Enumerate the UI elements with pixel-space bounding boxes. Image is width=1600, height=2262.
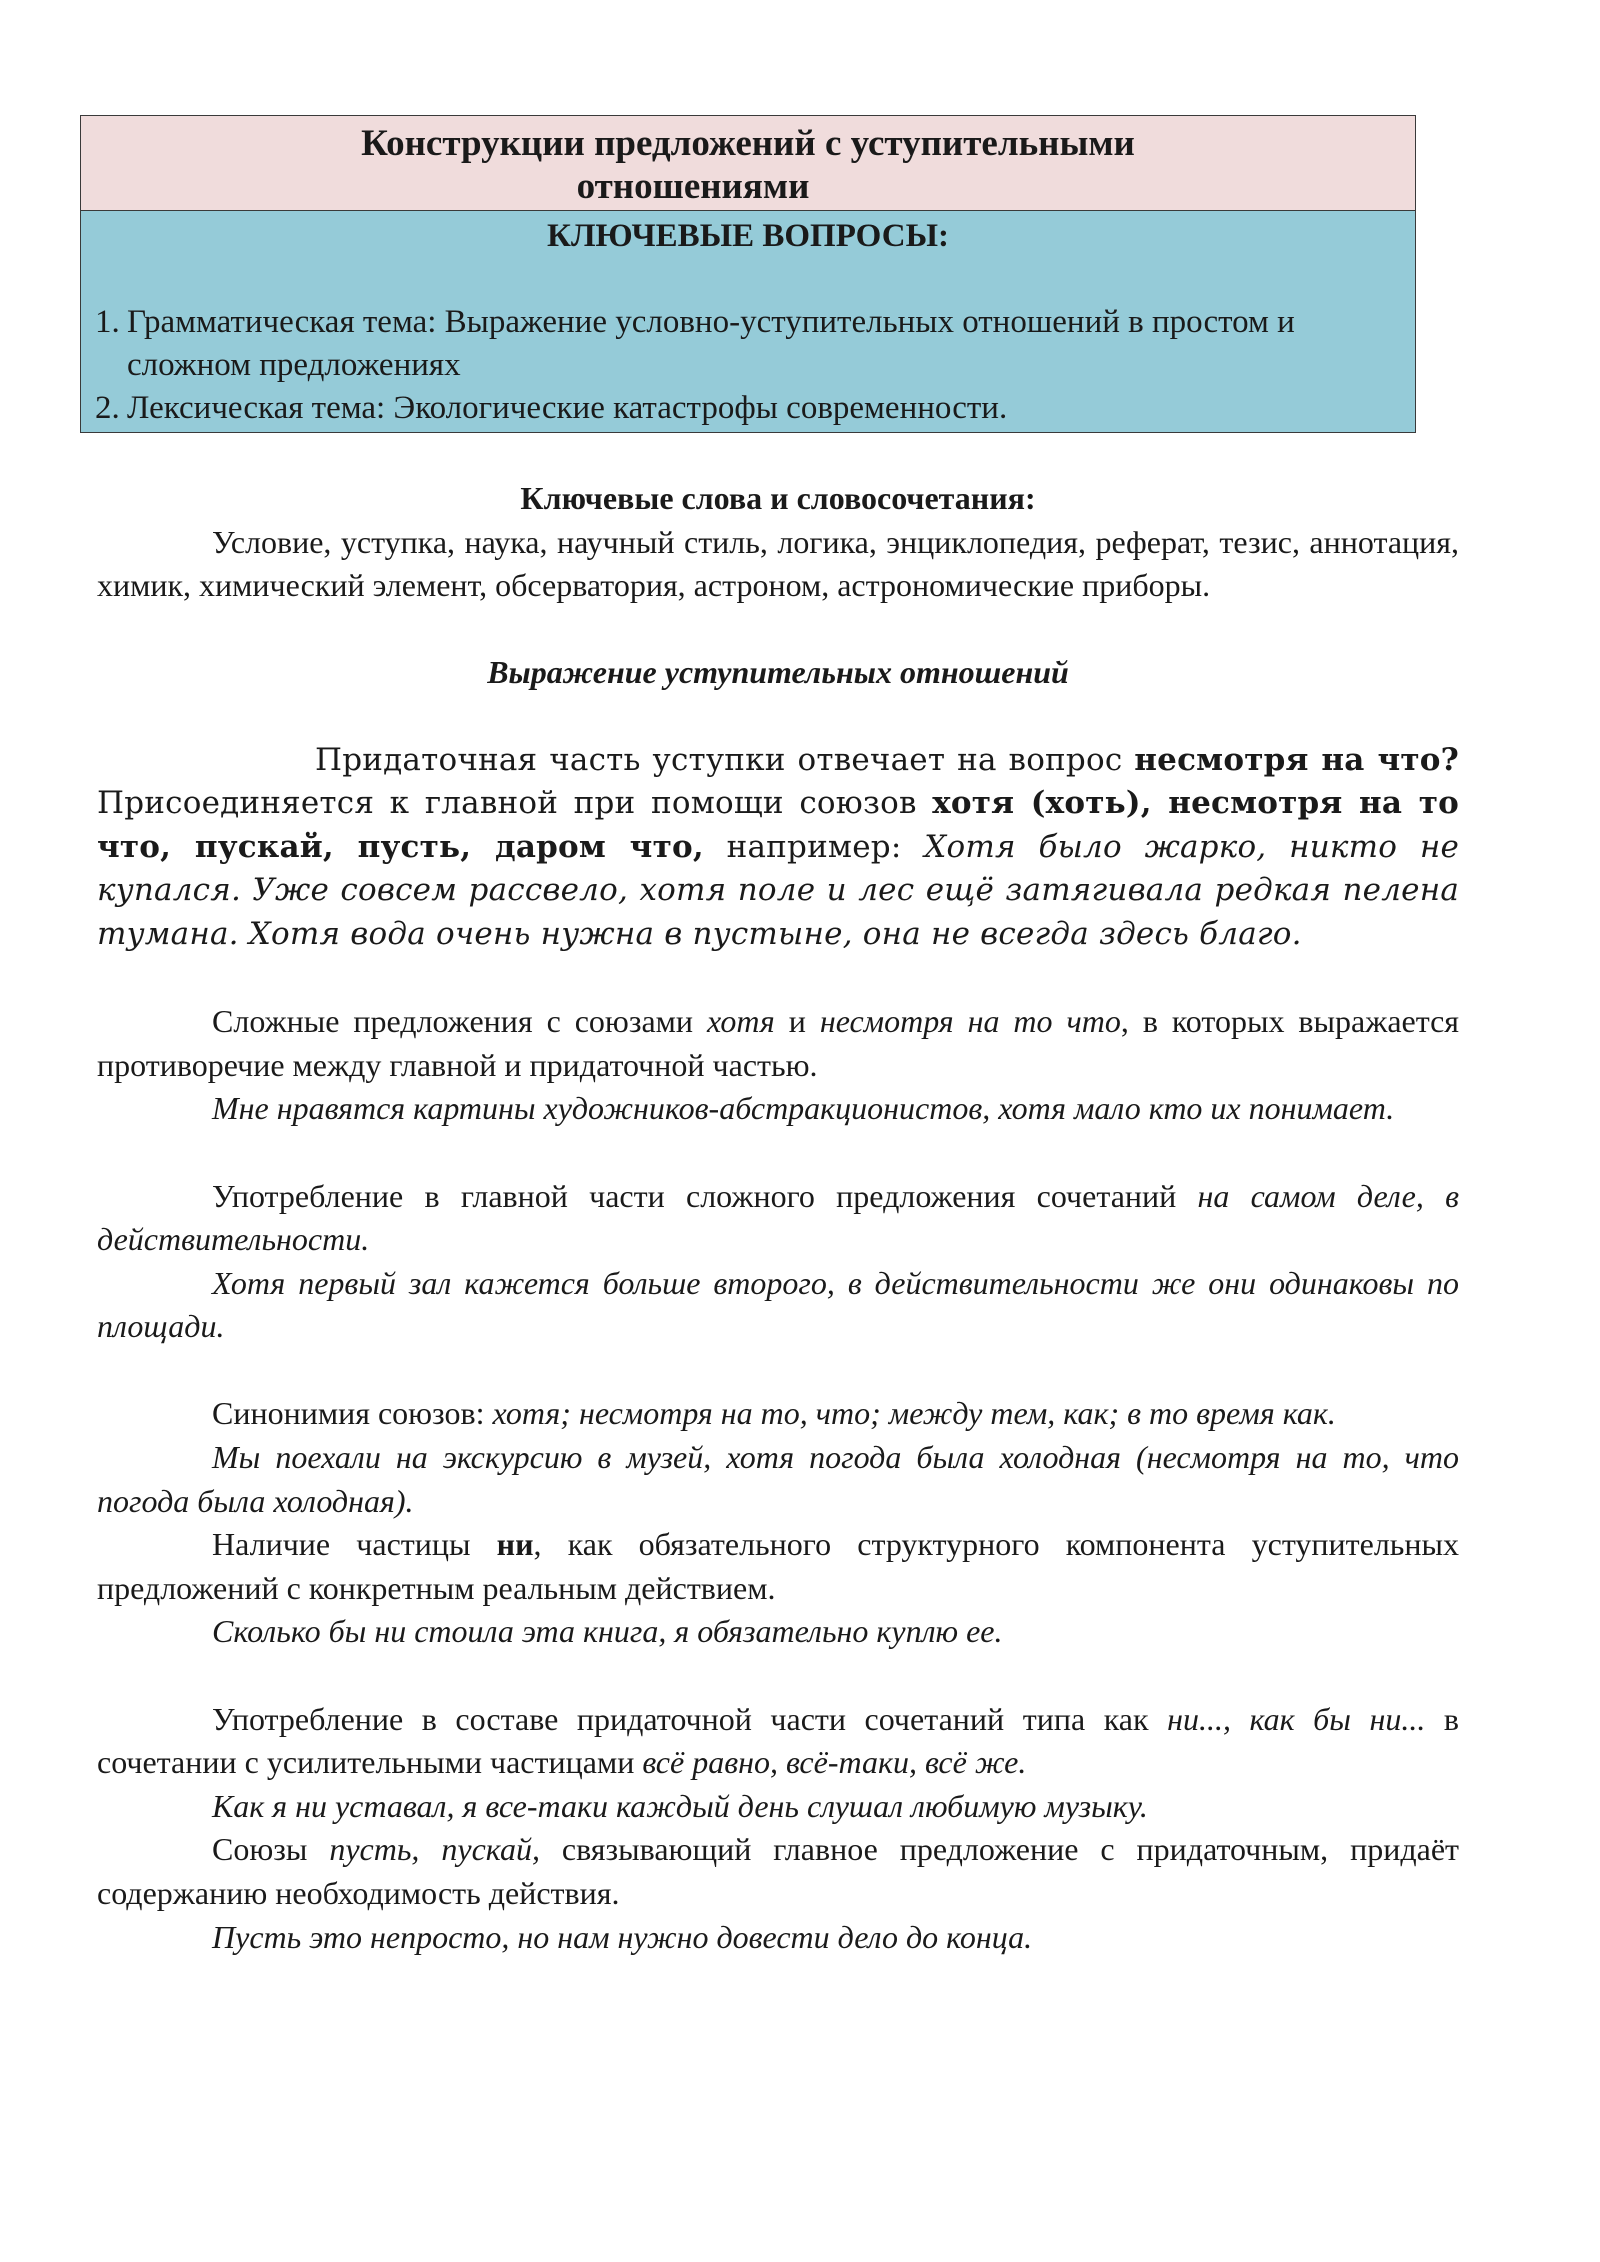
paragraph-subordinate-usage [97, 1698, 1459, 1785]
text-run: например: [703, 828, 925, 865]
paragraph-synonymy [97, 1392, 1459, 1436]
question-number: 2. [95, 390, 120, 426]
question-item [95, 387, 1401, 430]
text-run: Присоединяется к главной при помощи союзов [97, 785, 933, 822]
example-text: Хотя было жарко, никто не купался. Уже совсем рассвело, хотя поле и лес ещё затягивала редкая пелена тумана. Хотя вода очень нужна в пустыне, она не всегда здесь благо. [97, 828, 1459, 952]
text-run: в сочетании с усилительными частицами [97, 1700, 1460, 1781]
example-sentence: Пусть это непросто, но нам нужно довести дело до конца. [212, 1918, 1033, 1955]
italic-run: хотя [707, 1003, 775, 1040]
italic-run: хотя; несмотря на то, что; между тем, как; в то время как. [492, 1395, 1336, 1432]
text-run: , в которых выражается противоречие между главной и придаточной частью. [97, 1003, 1460, 1083]
italic-run: на самом деле, в действительности. [97, 1177, 1460, 1258]
paragraph-conjunctions [97, 1000, 1459, 1087]
example-sentence: Как я ни уставал, я все-таки каждый день слушал любимую музыку. [212, 1787, 1148, 1824]
key-questions-label: КЛЮЧЕВЫЕ ВОПРОСЫ: [547, 218, 949, 254]
paragraph-let-conjunctions [97, 1828, 1459, 1915]
lesson-title [81, 116, 1415, 211]
paragraph-main-clause-usage [97, 1175, 1459, 1262]
example-sentence: Мне нравятся картины художников-абстракционистов, хотя мало кто их понимает. [212, 1090, 1395, 1127]
text-run: Союзы [212, 1831, 330, 1868]
bold-run: хотя (хоть), несмотря на то что, пускай, пусть, даром что, [97, 785, 1459, 865]
text-run: Сложные предложения с союзами [212, 1003, 707, 1040]
question-text: Грамматическая тема: Выражение условно-уступительных отношений в простом и сложном предложениях [127, 304, 1295, 383]
example-sentence: Сколько бы ни стоила эта книга, я обязательно куплю ее. [212, 1613, 1003, 1650]
bold-run: ни [496, 1526, 534, 1563]
example-sentence: Мы поехали на экскурсию в музей, хотя погода была холодная (несмотря на то, что погода была холодная). [97, 1439, 1459, 1519]
italic-run: пусть, пускай, [329, 1831, 540, 1868]
section-heading: Выражение уступительных отношений [487, 654, 1069, 691]
italic-run: ни..., как бы ни... [1167, 1700, 1426, 1737]
document-body [97, 477, 1459, 1959]
italic-run: всё равно, всё-таки, всё же. [642, 1744, 1027, 1781]
bold-run: несмотря на что? [1134, 741, 1459, 778]
italic-run: несмотря на то что [819, 1003, 1121, 1040]
text-run: Употребление в главной части сложного предложения сочетаний [212, 1177, 1198, 1214]
paragraph-concession-question [97, 739, 1459, 957]
text-run: связывающий главное предложение с придаточным, придаёт содержанию необходимость действия. [97, 1831, 1460, 1911]
text-run: Придаточная часть уступки отвечает на вопрос [315, 741, 1135, 778]
question-number: 1. [95, 304, 120, 340]
key-questions-panel [81, 211, 1415, 432]
title-line-1: Конструкции предложений с уступительными [361, 123, 1135, 164]
example-sentence: Хотя первый зал кажется больше второго, в действительности же они одинаковы по площади. [97, 1264, 1459, 1345]
text-run: Наличие частицы [212, 1526, 497, 1563]
title-line-2: отношениями [576, 166, 810, 207]
question-text: Лексическая тема: Экологические катастрофы современности. [127, 390, 1008, 426]
text-run: Синонимия союзов: [212, 1395, 493, 1432]
lesson-header-box [80, 115, 1416, 433]
paragraph-particle [97, 1523, 1459, 1610]
text-run: , как обязательного структурного компонента уступительных предложений с конкретным реальным действием. [97, 1526, 1460, 1606]
question-item [95, 301, 1401, 387]
keywords-heading: Ключевые слова и словосочетания: [520, 480, 1036, 516]
keywords-text: Условие, уступка, наука, научный стиль, логика, энциклопедия, реферат, тезис, аннотация, химик, химический элемент, обсерватория, астроном, астрономические приборы. [97, 523, 1459, 604]
text-run: Употребление в составе придаточной части сочетаний типа как [212, 1700, 1168, 1737]
text-run: и [774, 1003, 820, 1040]
